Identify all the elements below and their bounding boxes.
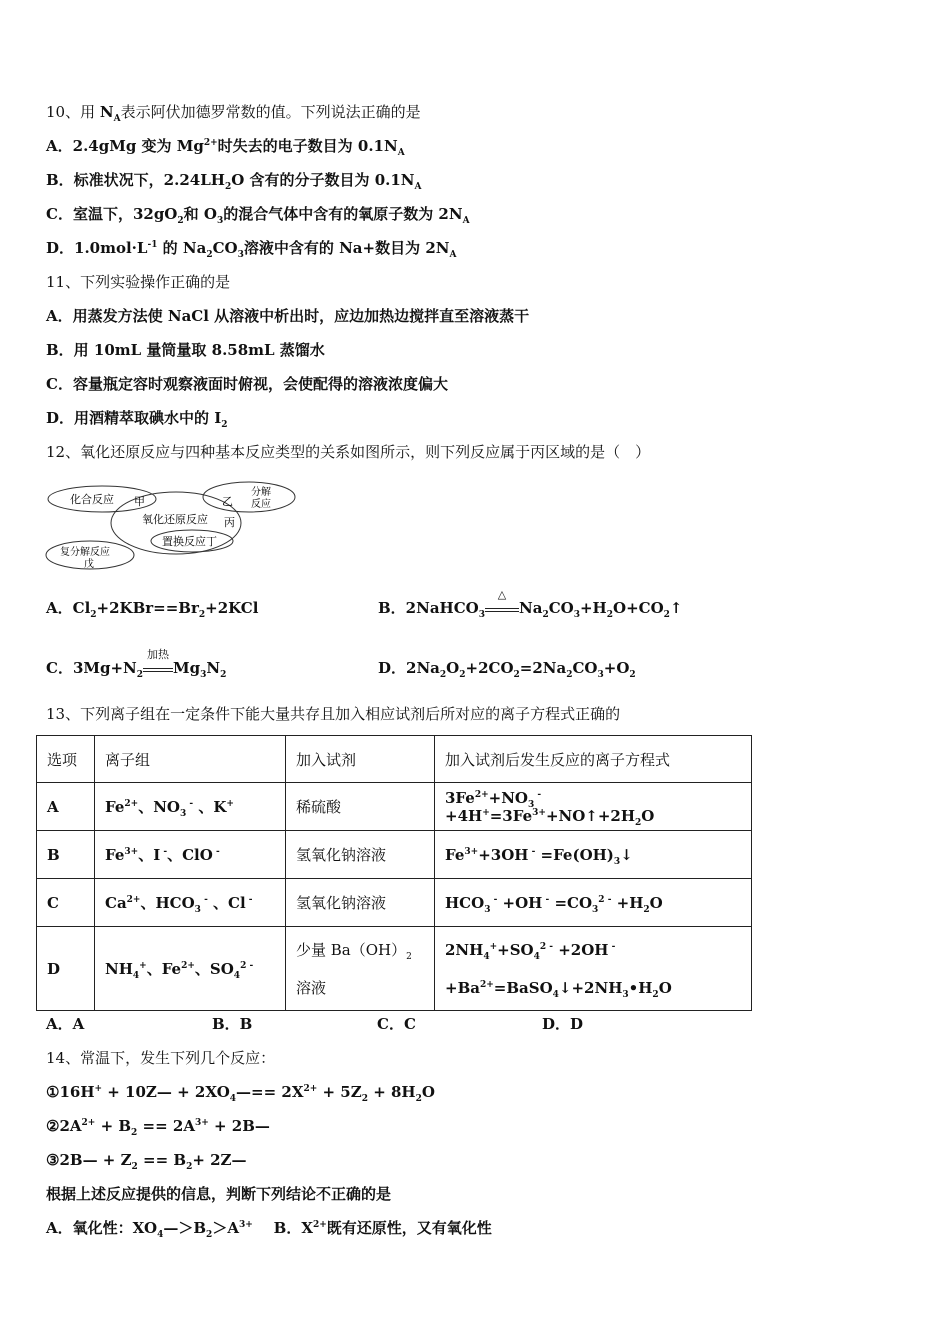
redox-label: 氧化还原反应	[142, 513, 208, 526]
table-row	[37, 783, 752, 831]
row-option: B	[37, 831, 95, 879]
row-option: A	[37, 783, 95, 831]
table-row	[37, 927, 752, 1011]
q12-option-c: C．$3Mg+N_2$ 加热 $Mg_3N_2$	[46, 648, 227, 680]
q14-reaction-2: $②2A^{2+} + B_2 == 2A^{3+}$ + 2B—	[46, 1117, 270, 1138]
q13-answer-d: D．D	[542, 1015, 584, 1033]
q12-option-b: B．2NaHCO$_3$ △ $Na_2CO_3+H_2O+CO_2↑$	[378, 588, 683, 620]
reaction-venn-diagram	[44, 478, 304, 572]
q14-option-a: A．氧化性：$XO_4—>B_2>A^{3+}$	[46, 1219, 253, 1240]
row-equation: $Fe^{3+}+3OH$ $^- =Fe(OH)_3↓$	[435, 831, 752, 879]
heat-arrow: △	[485, 599, 519, 619]
row-reagent: 少量 $Ba(OH)_2$ 溶液	[286, 927, 435, 1011]
q13-answer-a: A．A	[46, 1015, 85, 1033]
combination-label: 化合反应	[70, 493, 114, 506]
q11-stem: 11、下列实验操作正确的是	[46, 273, 231, 291]
row-ions: $Ca^{2+}$、$HCO_3$ - 、Cl -	[95, 879, 286, 927]
q13-stem: 13、下列离子组在一定条件下能大量共存且加入相应试剂后所对应的离子方程式正确的	[46, 705, 621, 723]
decomposition-ellipse	[203, 482, 295, 512]
table-row	[37, 831, 752, 879]
table-header-row	[37, 736, 752, 783]
row-equation: $HCO_3$ - +OH $^- =CO_3^{2 -} +H_2O$	[435, 879, 752, 927]
displacement-label: 置换反应丁	[162, 535, 217, 548]
q13-answer-c: C．C	[377, 1015, 416, 1033]
q11-option-c: C．容量瓶定容时观察液面时俯视，会使配得的溶液浓度偏大	[46, 375, 448, 393]
q13-answer-b: B．B	[212, 1015, 253, 1033]
q11-option-a: A．用蒸发方法使 NaCl 从溶液中析出时，应边加热边搅拌直至溶液蒸干	[46, 307, 530, 325]
header-reagent: 加入试剂	[286, 736, 435, 783]
q14-stem: 14、常温下，发生下列几个反应：	[46, 1049, 276, 1067]
header-ion-group: 离子组	[95, 736, 286, 783]
decomposition-label-1: 分解	[251, 487, 271, 498]
table-row	[37, 879, 752, 927]
q12-option-d: D．$2Na_2O_2+2CO_2=2Na_2CO_3+O_2$	[378, 659, 636, 680]
row-reagent: 氢氧化钠溶液	[286, 879, 435, 927]
bing-label: 丙	[224, 516, 235, 529]
jia-label: 甲	[134, 495, 145, 508]
row-reagent: 氢氧化钠溶液	[286, 831, 435, 879]
row-ions: $NH_4^+$、$Fe^{2+}$、$SO_4^{2 -}$	[95, 927, 286, 1011]
row-ions: $Fe^{2+}$、$NO_3$ - 、K+	[95, 783, 286, 831]
q14-option-b: B．$X^{2+}$既有还原性，又有氧化性	[273, 1219, 492, 1237]
q10-option-a: A．2.4gMg 变为 $Mg^{2+}$时失去的电子数目为 $0.1N_A$	[46, 137, 405, 158]
double-displacement-label-1: 复分解反应	[60, 547, 110, 558]
row-option: C	[37, 879, 95, 927]
q10-option-b: B．标准状况下，$2.24LH_2O$ 含有的分子数目为 $0.1N_A$	[46, 171, 422, 192]
q10-option-d: D．$1.0mol\cdot L^{-1}$ 的 $Na_2CO_3$溶液中含有的 Na+数目为 $2N_A$	[46, 239, 457, 260]
q14-reaction-1: ①16H+ + 10Z— + $2XO_4—== 2X^{2+} + 5Z_2 + 8H_2O$	[46, 1083, 435, 1104]
yi-label: 乙	[222, 495, 233, 508]
ion-table	[36, 735, 752, 1011]
double-displacement-label-2: 戊	[84, 559, 94, 570]
q10-option-c: C．室温下，$32gO_2$和 $O_3$的混合气体中含有的氧原子数为 $2N_A$	[46, 205, 470, 226]
q11-option-b: B．用 10mL 量筒量取 8.58mL 蒸馏水	[46, 341, 325, 359]
q14-reaction-3: ③2B— + $Z_2 == B_2+$ 2Z—	[46, 1151, 247, 1172]
heating-arrow: 加热	[143, 659, 173, 679]
row-ions: $Fe^{3+}$、I -、ClO -	[95, 831, 286, 879]
row-equation: $3Fe^{2+}+NO_3$ $^- +4H^+=3Fe^{3+}+NO↑+2H_2O$	[435, 783, 752, 831]
row-reagent: 稀硫酸	[286, 783, 435, 831]
q14-conclusion: 根据上述反应提供的信息，判断下列结论不正确的是	[46, 1185, 392, 1203]
header-option: 选项	[37, 736, 95, 783]
q11-option-d: D．用酒精萃取碘水中的 $I_2$	[46, 409, 228, 430]
q12-option-a: A．$Cl_2+2KBr==Br_2+2KCl$	[46, 599, 259, 620]
decomposition-label-2: 反应	[251, 499, 271, 510]
q14-options	[46, 1218, 492, 1238]
q12-stem: 12、氧化还原反应与四种基本反应类型的关系如图所示，则下列反应属于丙区域的是（ ）	[46, 443, 651, 461]
row-equation: $2NH_4^++SO_4^{2 -} +2OH$ - $+Ba^{2+}=BaSO_4↓+2NH_3•H_2O$	[435, 927, 752, 1011]
q10-stem: 10、用 $N_A$表示阿伏加德罗常数的值。下列说法正确的是	[46, 103, 421, 124]
row-option: D	[37, 927, 95, 1011]
header-equation: 加入试剂后发生反应的离子方程式	[435, 736, 752, 783]
